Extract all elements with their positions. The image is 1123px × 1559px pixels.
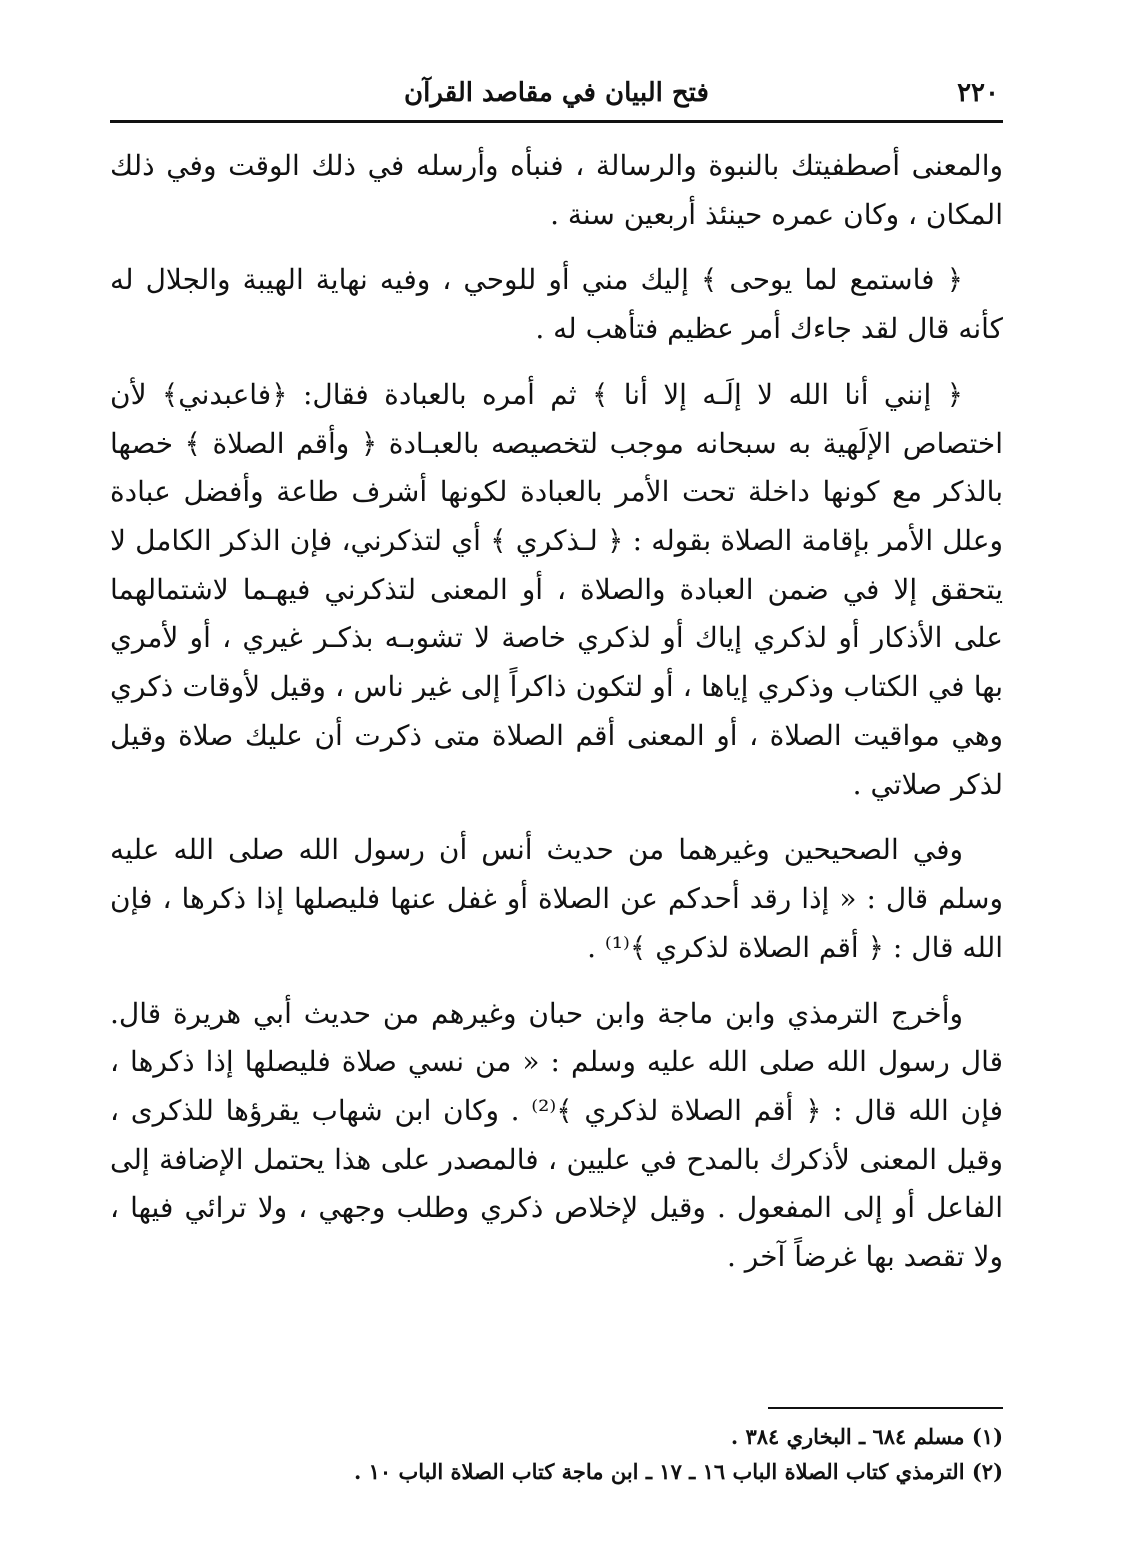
paragraph: وأخرج الترمذي وابن ماجة وابن حبان وغيرهم من حديث أبي هريرة قال. قال رسول الله صلى الله عليه وسلم : « من نسي صلاة فليصلها إذا ذكرها ، فإن الله قال : ﴿ أقم الصلاة لذكري ﴾⁽²⁾ . وكان ابن شهاب يقرؤها للذكرى ، وقيل المعنى لأذكرك بالمدح في عليين ، فالمصدر على هذا يحتمل الإضافة إلى الفاعل أو إلى المفعول . وقيل لإخلاص ذكري وطلب وجهي ، ولا ترائي فيها ، ولا تقصد بها غرضاً آخر . (110, 996, 1003, 1274)
paragraph: ﴿ فاستمع لما يوحى ﴾ إليك مني أو للوحي ، وفيه نهاية الهيبة والجلال له كأنه قال لقد جاءك أمر عظيم فتأهب له . (110, 263, 1003, 346)
paragraph: ﴿ إنني أنا الله لا إلَـه إلا أنا ﴾ ثم أمره بالعبادة فقال: ﴿فاعبدني﴾ لأن اختصاص الإلَهية به سبحانه موجب لتخصيصه بالعبـادة ﴿ وأقم الصلاة ﴾ خصها بالذكر مع كونها داخلة تحت الأمر بالعبادة لكونها أشرف طاعة وأفضل عبادة وعلل الأمر بإقامة الصلاة بقوله : ﴿ لـذكري ﴾ أي لتذكرني، فإن الذكر الكامل لا يتحقق إلا في ضمن العبادة والصلاة ، أو المعنى لتذكرني فيهـما لاشتمالهما على الأذكار أو لذكري إياك أو لذكري خاصة لا تشوبـه بذكـر غيري ، أو لأمري بها في الكتاب وذكري إياها ، أو لتكون ذاكراً إلى غير ناس ، وقيل لأوقات ذكري وهي مواقيت الصلاة ، أو المعنى أقم الصلاة متى ذكرت أن عليك صلاة وقيل لذكر صلاتي . (110, 377, 1004, 801)
footnote-rule (768, 1407, 1003, 1409)
page-number: ٢٢٠ (957, 78, 999, 108)
footnote: (٢) الترمذي كتاب الصلاة الباب ١٦ ـ ١٧ ـ ابن ماجة كتاب الصلاة الباب ١٠ . (354, 1458, 1003, 1484)
paragraph: والمعنى أصطفيتك بالنبوة والرسالة ، فنبأه وأرسله في ذلك الوقت وفي ذلك المكان ، وكان عمره حينئذ أربعين سنة . (110, 149, 1003, 231)
header-rule (110, 120, 1003, 123)
running-title: فتح البيان في مقاصد القرآن (404, 78, 709, 108)
book-page (110, 60, 1003, 1500)
page-header (110, 78, 1003, 122)
footnotes (110, 1420, 1003, 1489)
footnote: (١) مسلم ٦٨٤ ـ البخاري ٣٨٤ . (730, 1424, 1003, 1449)
body-text (110, 142, 1003, 1299)
paragraph: وفي الصحيحين وغيرهما من حديث أنس أن رسول الله صلى الله عليه وسلم قال : « إذا رقد أحدكم عن الصلاة أو غفل عنها فليصلها إذا ذكرها ، فإن الله قال : ﴿ أقم الصلاة لذكري ﴾⁽¹⁾ . (110, 833, 1003, 964)
